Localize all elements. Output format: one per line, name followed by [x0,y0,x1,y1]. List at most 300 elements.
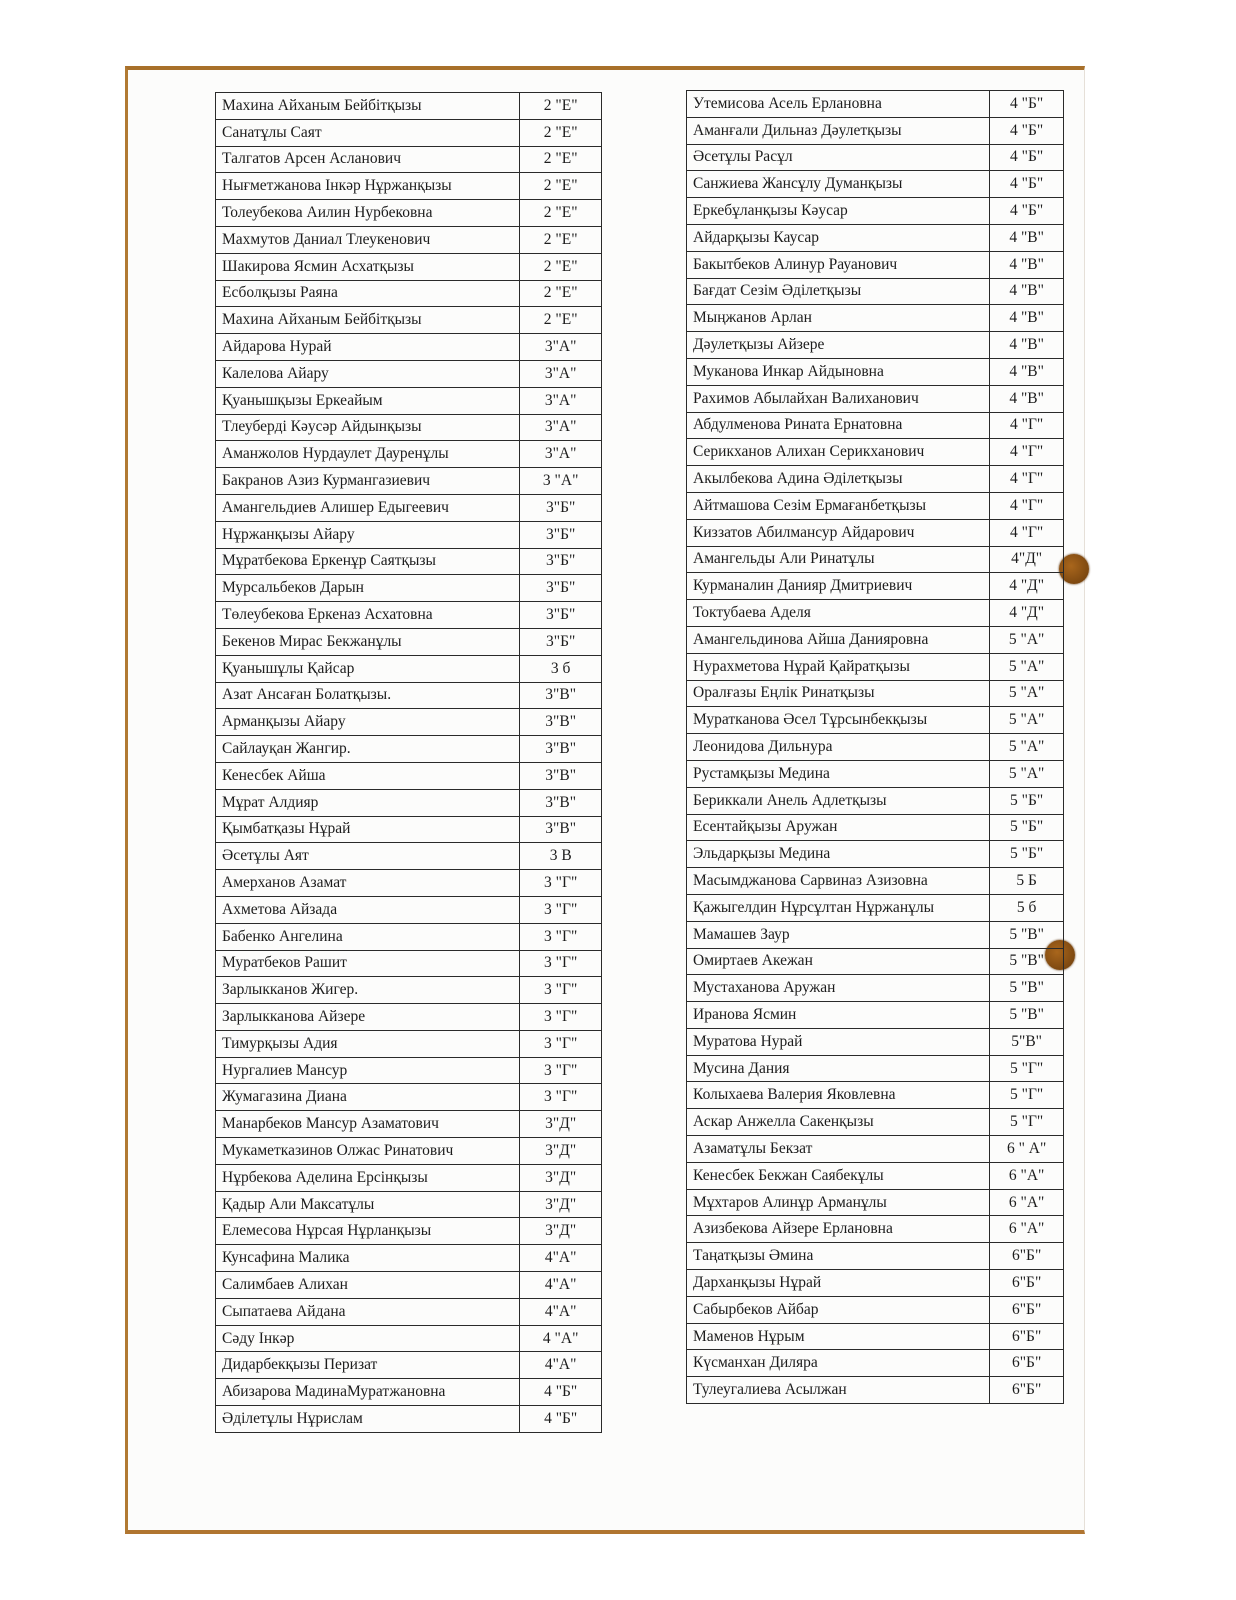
table-row [687,734,1064,761]
student-class: 4 "Б" [990,117,1064,144]
student-list-left [215,92,602,1433]
student-name: Махина Айханым Бейбітқызы [216,307,520,334]
student-name: Кенесбек Бекжан Саябекұлы [687,1162,990,1189]
student-class: 4 "В" [990,251,1064,278]
student-name: Эльдарқызы Медина [687,841,990,868]
student-class: 6"Б" [990,1377,1064,1404]
student-name: Амангельдиев Алишер Едыгеевич [216,494,520,521]
table-row [216,1325,602,1352]
student-name: Сәду Інкәр [216,1325,520,1352]
table-row [216,896,602,923]
table-row [216,602,602,629]
student-class: 6"Б" [990,1350,1064,1377]
student-class: 2 "Е" [520,119,602,146]
student-name: Толеубекова Аилин Нурбековна [216,200,520,227]
student-class: 5 "Г" [990,1082,1064,1109]
student-name: Дарханқызы Нұрай [687,1270,990,1297]
student-class: 3"В" [520,682,602,709]
student-name: Айдарқызы Каусар [687,224,990,251]
table-row [216,682,602,709]
student-name: Әділетұлы Нұрислам [216,1406,520,1433]
table-row [216,1164,602,1191]
student-class: 4 "Г" [990,519,1064,546]
student-name: Муратканова Әсел Тұрсынбекқызы [687,707,990,734]
table-row [216,387,602,414]
table-row [216,1406,602,1433]
student-class: 3"Д" [520,1218,602,1245]
student-class: 4 "В" [990,224,1064,251]
student-class: 4 "Д" [990,573,1064,600]
table-row [687,144,1064,171]
table-row [687,439,1064,466]
table-row [687,224,1064,251]
student-name: Мыңжанов Арлан [687,305,990,332]
student-name: Утемисова Асель Ерлановна [687,91,990,118]
student-name: Күсманхан Диляра [687,1350,990,1377]
table-row [687,894,1064,921]
student-class: 6 " А" [990,1136,1064,1163]
table-row [687,1189,1064,1216]
student-name: Еркебұланқызы Кәусар [687,198,990,225]
student-class: 5 "В" [990,1002,1064,1029]
student-name: Токтубаева Аделя [687,600,990,627]
student-name: Қымбатқазы Нұрай [216,816,520,843]
table-row [687,1055,1064,1082]
student-name: Киззатов Абилмансур Айдарович [687,519,990,546]
table-row [216,414,602,441]
table-row [216,1352,602,1379]
student-name: Мурсальбеков Дарын [216,575,520,602]
table-row [216,146,602,173]
student-name: Омиртаев Акежан [687,948,990,975]
student-class: 5"В" [990,1028,1064,1055]
student-name: Амангельдинова Айша Данияровна [687,626,990,653]
table-row [216,253,602,280]
student-name: Есентайқызы Аружан [687,814,990,841]
student-name: Бериккали Анель Адлетқызы [687,787,990,814]
table-row [687,1377,1064,1404]
student-name: Бакранов Азиз Курмангазиевич [216,468,520,495]
table-row [687,1216,1064,1243]
student-class: 5 "В" [990,921,1064,948]
table-row [687,787,1064,814]
student-class: 3"В" [520,709,602,736]
student-class: 5 "А" [990,680,1064,707]
student-name: Дәулетқызы Айзере [687,332,990,359]
student-name: Рустамқызы Медина [687,760,990,787]
student-class: 4 "Б" [990,91,1064,118]
student-name: Акылбекова Адина Әділетқызы [687,466,990,493]
student-class: 3"Д" [520,1138,602,1165]
table-row [216,575,602,602]
table-row [216,977,602,1004]
table-row [216,709,602,736]
student-name: Аскар Анжелла Сакенқызы [687,1109,990,1136]
student-name: Мұхтаров Алинұр Арманұлы [687,1189,990,1216]
student-class: 4 "Б" [990,144,1064,171]
table-row [687,841,1064,868]
student-list-right [686,90,1064,1404]
table-row [216,441,602,468]
table-row [216,1138,602,1165]
table-row [216,923,602,950]
table-row [687,1082,1064,1109]
table-row [687,492,1064,519]
table-row [687,1002,1064,1029]
student-class: 4"А" [520,1245,602,1272]
table-row [687,1350,1064,1377]
student-class: 2 "Е" [520,93,602,120]
student-class: 4 "Г" [990,466,1064,493]
table-row [216,1379,602,1406]
table-row [216,1218,602,1245]
student-class: 5 б [990,894,1064,921]
student-class: 6"Б" [990,1270,1064,1297]
table-row [216,226,602,253]
student-name: Колыхаева Валерия Яковлевна [687,1082,990,1109]
student-name: Жумагазина Диана [216,1084,520,1111]
table-row [216,521,602,548]
student-name: Мукаметказинов Олжас Ринатович [216,1138,520,1165]
table-row [216,307,602,334]
student-class: 2 "Е" [520,200,602,227]
student-name: Санатұлы Саят [216,119,520,146]
table-row [687,680,1064,707]
student-name: Муратбеков Рашит [216,950,520,977]
student-class: 4"А" [520,1298,602,1325]
student-class: 4 "В" [990,332,1064,359]
student-class: 2 "Е" [520,226,602,253]
student-class: 3"А" [520,360,602,387]
student-name: Әсетұлы Расұл [687,144,990,171]
student-class: 2 "Е" [520,253,602,280]
student-class: 2 "Е" [520,146,602,173]
student-class: 6"Б" [990,1243,1064,1270]
table-row [216,870,602,897]
student-class: 3"В" [520,789,602,816]
student-class: 3 "Г" [520,1057,602,1084]
student-name: Курманалин Данияр Дмитриевич [687,573,990,600]
student-class: 4"Д" [990,546,1064,573]
student-class: 6"Б" [990,1296,1064,1323]
student-class: 3 б [520,655,602,682]
table-row [216,816,602,843]
student-name: Мамашев Заур [687,921,990,948]
student-name: Қажыгелдин Нұрсұлтан Нұржанұлы [687,894,990,921]
student-class: 5 "В" [990,948,1064,975]
student-name: Азизбекова Айзере Ерлановна [687,1216,990,1243]
student-class: 5 "А" [990,653,1064,680]
student-name: Салимбаев Алихан [216,1272,520,1299]
student-name: Нұржанқызы Айару [216,521,520,548]
table-row [216,736,602,763]
table-row [687,198,1064,225]
table-row [687,385,1064,412]
table-row [687,1270,1064,1297]
student-class: 5 "Г" [990,1055,1064,1082]
student-name: Сайлауқан Жангир. [216,736,520,763]
student-name: Серикханов Алихан Серикханович [687,439,990,466]
student-class: 2 "Е" [520,307,602,334]
table-row [216,843,602,870]
student-name: Амангельды Али Ринатұлы [687,546,990,573]
student-class: 5 "В" [990,975,1064,1002]
table-row [216,1084,602,1111]
table-row [687,251,1064,278]
student-class: 5 "Б" [990,841,1064,868]
student-class: 4 "Б" [990,198,1064,225]
student-class: 4"А" [520,1352,602,1379]
student-class: 4 "Б" [990,171,1064,198]
student-name: Айдарова Нурай [216,334,520,361]
student-name: Нұрбекова Аделина Ерсінқызы [216,1164,520,1191]
student-name: Тлеуберді Кәусәр Айдынқызы [216,414,520,441]
student-name: Дидарбекқызы Перизат [216,1352,520,1379]
student-class: 5 "Г" [990,1109,1064,1136]
table-row [687,332,1064,359]
student-name: Зарлыкканова Айзере [216,1004,520,1031]
student-class: 5 "Б" [990,814,1064,841]
student-class: 6 "А" [990,1162,1064,1189]
student-class: 3"Б" [520,628,602,655]
table-row [216,119,602,146]
student-name: Махина Айханым Бейбітқызы [216,93,520,120]
table-row [687,573,1064,600]
student-class: 4 "В" [990,358,1064,385]
student-class: 3"В" [520,816,602,843]
student-list-right-body [687,91,1064,1404]
student-class: 3 "Г" [520,977,602,1004]
student-name: Бағдат Сезім Әділетқызы [687,278,990,305]
student-class: 3"Б" [520,602,602,629]
student-name: Әсетұлы Аят [216,843,520,870]
student-name: Аманжолов Нурдаулет Дауренұлы [216,441,520,468]
student-name: Муратова Нурай [687,1028,990,1055]
table-row [687,600,1064,627]
student-name: Нығметжанова Інкәр Нұржанқызы [216,173,520,200]
student-class: 3 В [520,843,602,870]
student-name: Амерханов Азамат [216,870,520,897]
student-name: Абизарова МадинаМуратжановна [216,1379,520,1406]
student-name: Маменов Нұрым [687,1323,990,1350]
student-name: Таңатқызы Әмина [687,1243,990,1270]
student-name: Кенесбек Айша [216,762,520,789]
table-row [687,278,1064,305]
table-row [216,789,602,816]
student-name: Тулеугалиева Асылжан [687,1377,990,1404]
student-name: Қуанышқызы Еркеайым [216,387,520,414]
table-row [216,468,602,495]
table-row [687,91,1064,118]
student-name: Нургалиев Мансур [216,1057,520,1084]
table-row [687,358,1064,385]
student-name: Қуанышұлы Қайсар [216,655,520,682]
student-name: Зарлыкканов Жигер. [216,977,520,1004]
table-row [687,546,1064,573]
table-row [216,628,602,655]
student-class: 5 "А" [990,734,1064,761]
table-row [216,1111,602,1138]
table-row [216,334,602,361]
table-row [687,1028,1064,1055]
table-row [687,1296,1064,1323]
table-row [216,494,602,521]
student-class: 4"А" [520,1272,602,1299]
table-row [216,1191,602,1218]
student-class: 2 "Е" [520,280,602,307]
student-class: 3 "А" [520,468,602,495]
student-class: 4 "Д" [990,600,1064,627]
table-row [687,921,1064,948]
student-class: 6 "А" [990,1189,1064,1216]
table-row [216,950,602,977]
student-name: Калелова Айару [216,360,520,387]
student-name: Арманқызы Айару [216,709,520,736]
student-name: Аманғали Дильназ Дәулетқызы [687,117,990,144]
student-class: 3"Б" [520,494,602,521]
table-row [216,173,602,200]
student-class: 4 "В" [990,385,1064,412]
student-name: Төлеубекова Еркеназ Асхатовна [216,602,520,629]
table-row [687,868,1064,895]
student-name: Мусина Дания [687,1055,990,1082]
student-class: 6 "А" [990,1216,1064,1243]
student-name: Рахимов Абылайхан Валиханович [687,385,990,412]
student-class: 6"Б" [990,1323,1064,1350]
table-row [687,466,1064,493]
student-class: 3"В" [520,736,602,763]
student-class: 4 "Б" [520,1406,602,1433]
student-class: 4 "Г" [990,412,1064,439]
student-class: 3"А" [520,334,602,361]
student-name: Бекенов Мирас Бекжанұлы [216,628,520,655]
table-row [687,171,1064,198]
student-class: 3 "Г" [520,923,602,950]
table-row [216,200,602,227]
student-name: Тимурқызы Адия [216,1030,520,1057]
student-class: 3 "Г" [520,950,602,977]
student-name: Муканова Инкар Айдыновна [687,358,990,385]
student-name: Иранова Ясмин [687,1002,990,1029]
table-row [687,626,1064,653]
table-row [216,655,602,682]
student-class: 3"Б" [520,521,602,548]
student-name: Азат Ансаған Болатқызы. [216,682,520,709]
student-name: Махмутов Даниал Тлеукенович [216,226,520,253]
student-class: 4 "В" [990,305,1064,332]
table-row [216,1004,602,1031]
student-name: Абдулменова Рината Ернатовна [687,412,990,439]
table-row [687,1109,1064,1136]
table-row [687,305,1064,332]
student-class: 3 "Г" [520,1084,602,1111]
student-class: 3 "Г" [520,1004,602,1031]
table-row [687,117,1064,144]
student-name: Қадыр Али Максатұлы [216,1191,520,1218]
table-row [216,1245,602,1272]
student-name: Ахметова Айзада [216,896,520,923]
table-row [687,1162,1064,1189]
table-row [687,760,1064,787]
student-list-left-body [216,93,602,1433]
student-name: Есболқызы Раяна [216,280,520,307]
student-name: Бабенко Ангелина [216,923,520,950]
student-name: Леонидова Дильнура [687,734,990,761]
student-class: 3"А" [520,414,602,441]
student-class: 5 Б [990,868,1064,895]
student-name: Кунсафина Малика [216,1245,520,1272]
student-class: 3 "Г" [520,896,602,923]
student-class: 3"Б" [520,548,602,575]
table-row [687,519,1064,546]
student-class: 3"Д" [520,1191,602,1218]
student-name: Талгатов Арсен Асланович [216,146,520,173]
student-name: Сыпатаева Айдана [216,1298,520,1325]
student-class: 4 "Г" [990,439,1064,466]
student-class: 3"Б" [520,575,602,602]
table-row [216,1298,602,1325]
student-class: 2 "Е" [520,173,602,200]
student-name: Елемесова Нұрсая Нұрланқызы [216,1218,520,1245]
student-name: Мұрат Алдияр [216,789,520,816]
student-name: Мустаханова Аружан [687,975,990,1002]
table-row [687,653,1064,680]
student-name: Шакирова Ясмин Асхатқызы [216,253,520,280]
table-row [216,548,602,575]
table-row [687,975,1064,1002]
student-name: Азаматұлы Бекзат [687,1136,990,1163]
table-row [687,1323,1064,1350]
student-name: Сабырбеков Айбар [687,1296,990,1323]
student-class: 3"А" [520,387,602,414]
table-row [216,280,602,307]
table-row [687,1243,1064,1270]
student-name: Оралғазы Еңлік Ринатқызы [687,680,990,707]
student-class: 3"В" [520,762,602,789]
student-class: 4 "Г" [990,492,1064,519]
student-name: Манарбеков Мансур Азаматович [216,1111,520,1138]
student-name: Нурахметова Нұрай Қайратқызы [687,653,990,680]
table-row [216,1272,602,1299]
table-row [687,412,1064,439]
student-class: 3 "Г" [520,1030,602,1057]
student-name: Айтмашова Сезім Ермағанбетқызы [687,492,990,519]
student-class: 5 "А" [990,707,1064,734]
student-name: Бакытбеков Алинур Рауанович [687,251,990,278]
student-name: Санжиева Жансұлу Думанқызы [687,171,990,198]
table-row [216,762,602,789]
student-class: 4 "Б" [520,1379,602,1406]
student-name: Мұратбекова Еркенұр Саятқызы [216,548,520,575]
student-class: 5 "А" [990,760,1064,787]
student-class: 3 "Г" [520,870,602,897]
student-class: 3"Д" [520,1164,602,1191]
student-class: 3"Д" [520,1111,602,1138]
student-class: 3"А" [520,441,602,468]
table-row [687,1136,1064,1163]
table-row [687,814,1064,841]
student-class: 4 "А" [520,1325,602,1352]
student-class: 5 "А" [990,626,1064,653]
student-class: 4 "В" [990,278,1064,305]
table-row [216,93,602,120]
student-name: Масымджанова Сарвиназ Азизовна [687,868,990,895]
table-row [687,948,1064,975]
table-row [687,707,1064,734]
table-row [216,1030,602,1057]
table-row [216,1057,602,1084]
table-row [216,360,602,387]
